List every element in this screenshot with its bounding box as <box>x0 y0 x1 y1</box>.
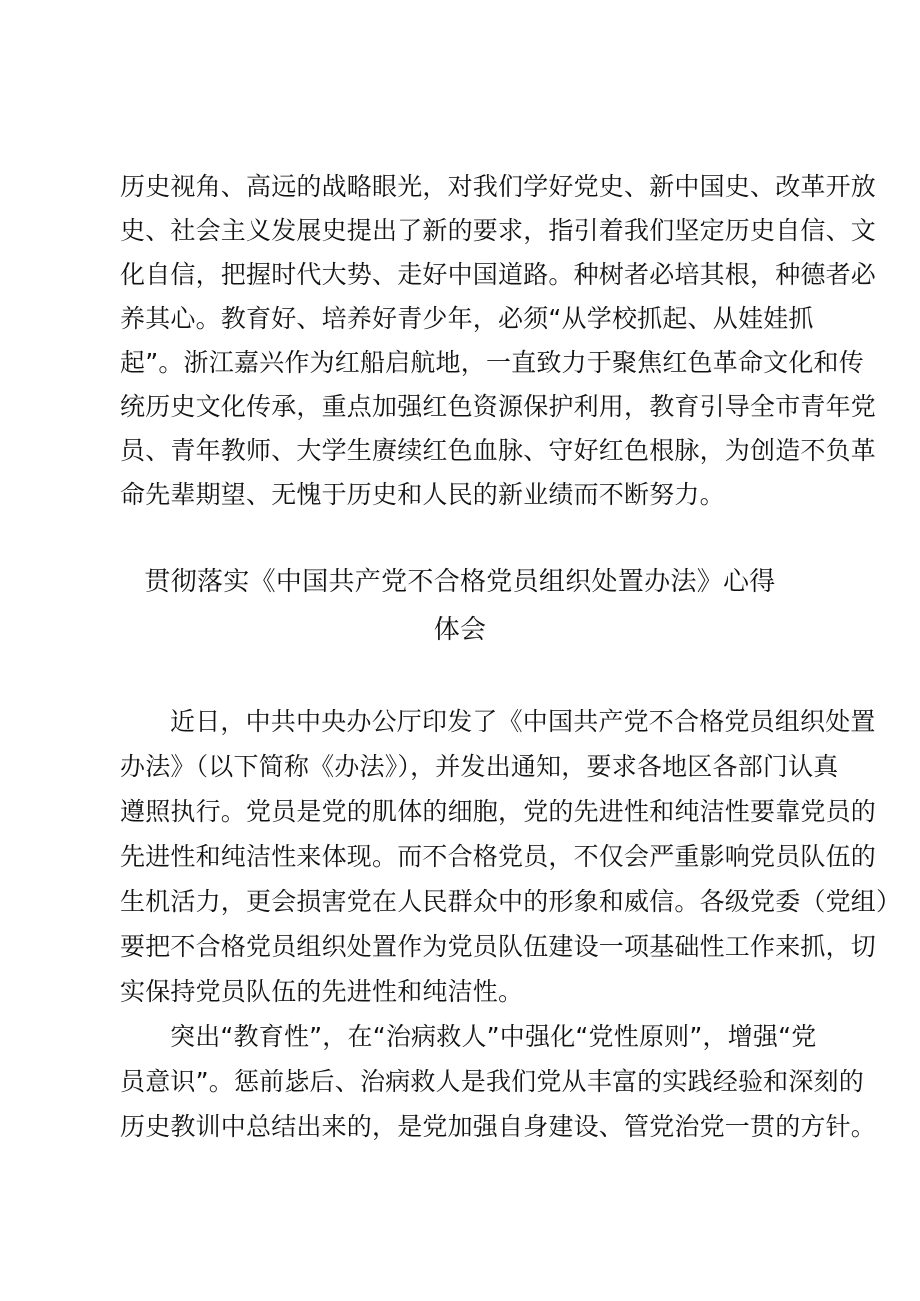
text-line: 要把不合格党员组织处置作为党员队伍建设一项基础性工作来抓，切 <box>120 932 877 961</box>
text-line: 史、社会主义发展史提出了新的要求，指引着我们坚定历史自信、文 <box>120 216 877 245</box>
text-line: 生机活力，更会损害党在人民群众中的形象和威信。各级党委（党组） <box>120 887 902 916</box>
text-line: 近日，中共中央办公厅印发了《中国共产党不合格党员组织处置 <box>170 707 876 736</box>
text-line: 实保持党员队伍的先进性和纯洁性。 <box>120 977 524 1006</box>
text-line: 突出“教育性”，在“治病救人”中强化“党性原则”，增强“党 <box>170 1022 817 1051</box>
text-line: 先进性和纯洁性来体现。而不合格党员，不仅会严重影响党员队伍的 <box>120 842 877 871</box>
text-line: 养其心。教育好、培养好青少年，必须“从学校抓起、从娃娃抓 <box>120 304 814 333</box>
text-line: 历史视角、高远的战略眼光，对我们学好党史、新中国史、改革开放 <box>120 172 877 201</box>
text-line: 化自信，把握时代大势、走好中国道路。种树者必培其根，种德者必 <box>120 260 877 289</box>
title-line: 贯彻落实《中国共产党不合格党员组织处置办法》心得 <box>144 567 776 597</box>
text-line: 历史教训中总结出来的，是党加强自身建设、管党治党一贯的方针。 <box>120 1112 877 1141</box>
title-line: 体会 <box>433 615 487 645</box>
text-line: 员、青年教师、大学生赓续红色血脉、守好红色根脉，为创造不负革 <box>120 436 877 465</box>
text-line: 起”。浙江嘉兴作为红船启航地，一直致力于聚焦红色革命文化和传 <box>120 348 864 377</box>
text-line: 命先辈期望、无愧于历史和人民的新业绩而不断努力。 <box>120 480 725 509</box>
text-line: 遵照执行。党员是党的肌体的细胞，党的先进性和纯洁性要靠党员的 <box>120 797 877 826</box>
text-line: 办法》（以下简称《办法》），并发出通知，要求各地区各部门认真 <box>120 752 839 781</box>
text-line: 统历史文化传承，重点加强红色资源保护利用，教育引导全市青年党 <box>120 392 877 421</box>
text-line: 员意识”。惩前毖后、治病救人是我们党从丰富的实践经验和深刻的 <box>120 1067 864 1096</box>
